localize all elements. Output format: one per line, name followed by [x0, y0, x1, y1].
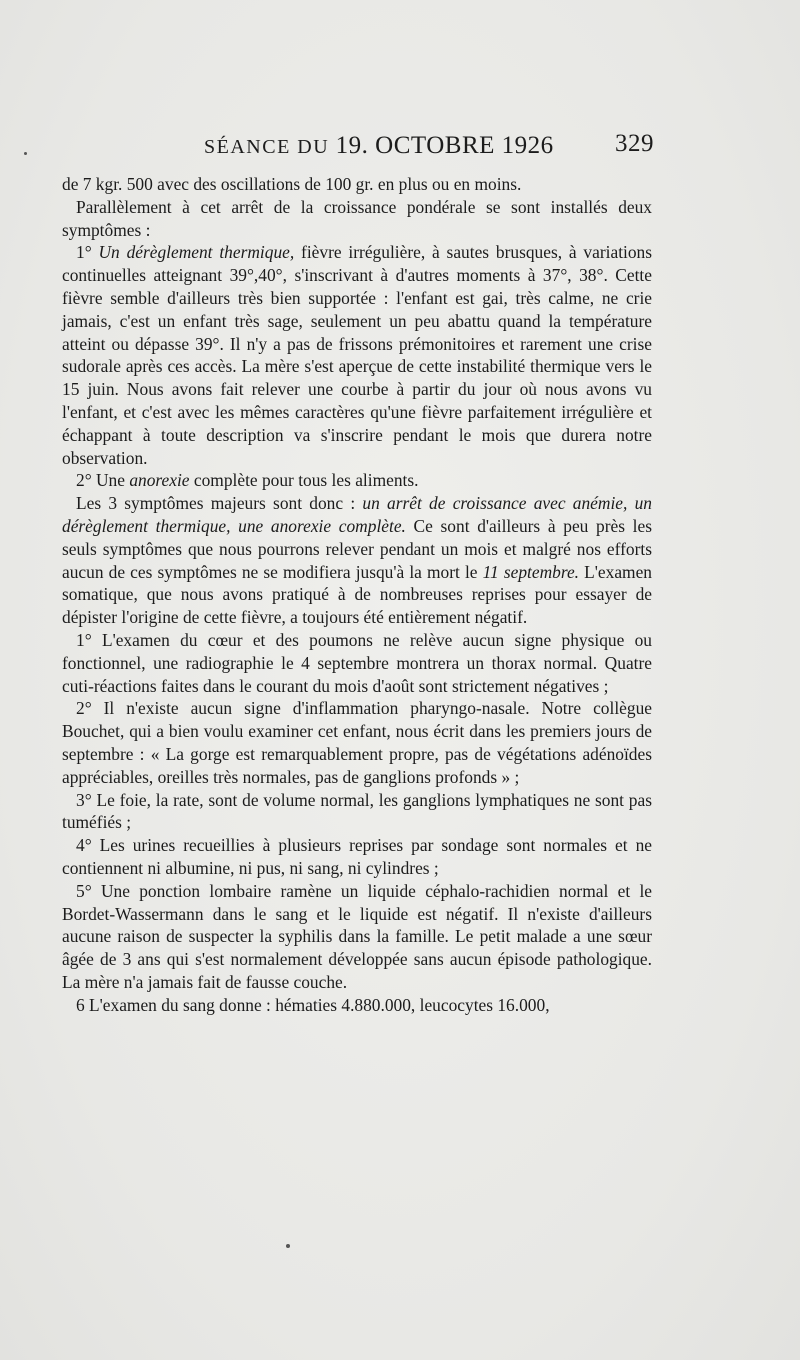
- paragraph-exam-2: 2° Il n'existe aucun signe d'inflammation pharyngo-nasale. Notre collègue Bouchet, qui a bien voulu examiner cet enfant, nous écrit dans les premiers jours de septembre : « La gorge est remarquablement propre, pas de végétations adénoïdes appréciables, oreilles très normales, pas de ganglions profonds » ;: [62, 698, 652, 787]
- paragraph-continuation: de 7 kgr. 500 avec des oscillations de 100 gr. en plus ou en moins.: [62, 174, 522, 194]
- paragraph-exam-5: 5° Une ponction lombaire ramène un liquide céphalo-rachidien normal et le Bordet-Wassermann dans le sang et le liquide est négatif. Il n'existe d'ailleurs aucune raison de suspecter la syphilis dans la famille. Le petit malade a une sœur âgée de 3 ans qui s'est normalement développée sans aucun épisode pathologique. La mère n'a jamais fait de fausse couche.: [62, 880, 652, 992]
- paragraph-exam-3: 3° Le foie, la rate, sont de volume normal, les ganglions lymphatiques ne sont pas tuméfiés ;: [62, 789, 652, 833]
- emphasis: Un dérèglement thermique,: [98, 242, 295, 263]
- scan-speck: [286, 1244, 290, 1248]
- page-number: 329: [615, 130, 654, 157]
- scan-speck: [24, 152, 27, 155]
- paragraph-exam-6: 6 L'examen du sang donne : hématies 4.880.000, leucocytes 16.000,: [76, 994, 550, 1015]
- page-header: [64, 130, 654, 170]
- emphasis: 11 septembre.: [482, 561, 580, 582]
- running-head-date: 19. OCTOBRE 1926: [335, 132, 554, 159]
- emphasis: un arrêt de croissance avec anémie, un dérèglement thermique, une anorexie complète.: [62, 493, 652, 536]
- paragraph-symptom-1: 1° Un dérèglement thermique, fièvre irrégulière, à sautes brusques, à variations continuelles atteignant 39°,40°, s'inscrivant à d'autres moments à 37°, 38°. Cette fièvre semble d'ailleurs très bien supportée : l'enfant est gai, très calme, ne crie jamais, c'est un enfant très sage, seulement un peu abattu quand la température atteint ou dépasse 39°. Il n'y a pas de frissons prémonitoires et rarement une crise sudorale après ces accès. La mère s'est aperçue de cette instabilité thermique vers le 15 juin. Nous avons fait relever une courbe à partir du jour où nous avons vu l'enfant, et c'est avec les mêmes caractères qu'une fièvre parfaitement irrégulière et échappant à toute description va s'inscrire pendant le mois que durera notre observation.: [62, 242, 653, 468]
- running-head-label: SÉANCE DU: [204, 136, 330, 158]
- paragraph-symptom-2: 2° Une anorexie complète pour tous les aliments.: [76, 470, 419, 491]
- paragraph-exam-1: 1° L'examen du cœur et des poumons ne relève aucun signe physique ou fonctionnel, une radiographie le 4 septembre montrera un thorax normal. Quatre cuti-réactions faites dans le courant du mois d'août sont strictement négatives ;: [62, 629, 652, 696]
- emphasis: anorexie: [129, 470, 190, 491]
- paragraph-exam-4: 4° Les urines recueillies à plusieurs reprises par sondage sont normales et ne contiennent ni albumine, ni pus, ni sang, ni cylindres ;: [62, 835, 652, 878]
- running-head: [204, 132, 554, 160]
- body-text: [62, 173, 652, 1016]
- paragraph-summary: Les 3 symptômes majeurs sont donc : un arrêt de croissance avec anémie, un dérèglement thermique, une anorexie complète. Ce sont d'ailleurs à peu près les seuls symptômes que nous pourrons relever pendant un mois et malgré nos efforts aucun de ces symptômes ne se modifiera jusqu'à la mort le 11 septembre. L'examen somatique, que nous avons pratiqué à de nombreuses reprises pour essayer de dépister l'origine de cette fièvre, a toujours été entièrement négatif.: [62, 493, 652, 628]
- paragraph: Parallèlement à cet arrêt de la croissance pondérale se sont installés deux symptômes :: [62, 196, 652, 240]
